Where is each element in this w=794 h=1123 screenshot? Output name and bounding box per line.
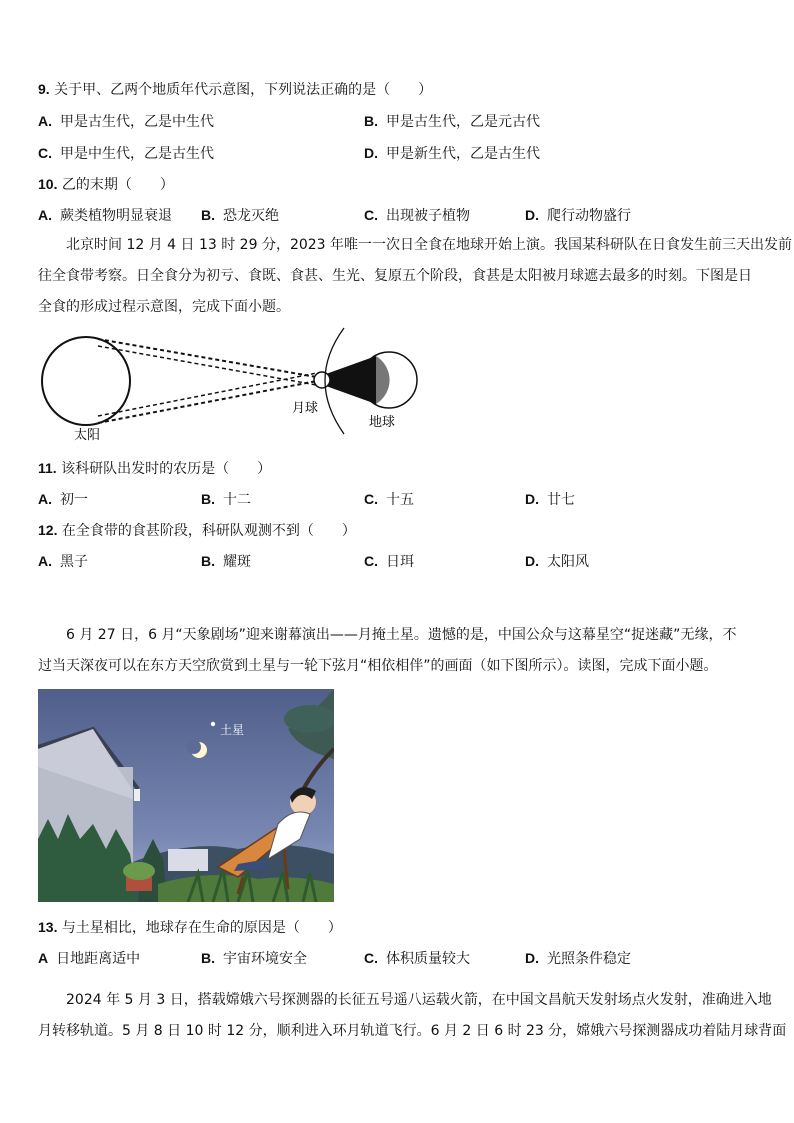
option-letter: D. [525, 553, 539, 569]
option-text: 甲是中生代，乙是古生代 [60, 146, 214, 162]
option-letter: B. [201, 207, 215, 223]
q9-option-c [38, 144, 214, 163]
option-text: 初一 [60, 492, 88, 508]
question-text: 在全食带的食甚阶段，科研队观测不到（ ） [61, 523, 356, 539]
q11-option-b [201, 490, 251, 509]
q9-option-a [38, 112, 214, 131]
question-13-stem [38, 918, 342, 937]
option-text: 日珥 [386, 554, 414, 570]
potted-plant [123, 862, 155, 880]
option-text: 日地距离适中 [56, 951, 141, 967]
saturn-dot-icon [211, 722, 215, 726]
question-text: 与土星相比，地球存在生命的原因是（ ） [61, 920, 342, 936]
option-text: 甲是古生代，乙是元古代 [386, 114, 540, 130]
q10-option-b [201, 206, 279, 225]
q13-option-c [364, 949, 470, 968]
question-number: 9. [38, 81, 50, 97]
option-text: 体积质量较大 [386, 951, 470, 967]
question-text: 该科研队出发时的农历是（ ） [61, 461, 272, 477]
eclipse-diagram [36, 326, 426, 446]
option-letter: A. [38, 113, 52, 129]
option-letter: B. [201, 491, 215, 507]
ray-line [98, 372, 322, 416]
option-text: 太阳风 [547, 554, 589, 570]
umbra-shadow [326, 356, 376, 404]
ray-line [98, 380, 322, 423]
option-letter: C. [364, 491, 378, 507]
option-letter: A. [38, 491, 52, 507]
question-number: 10. [38, 176, 58, 192]
q12-option-c [364, 552, 414, 571]
moon-label: 月球 [292, 401, 319, 416]
question-number: 13. [38, 919, 58, 935]
passage-line: 月转移轨道。5 月 8 日 10 时 12 分，顺利进入环月轨道飞行。6 月 2 日 6 时 23 分，嫦娥六号探测器成功着陆月球背面 [38, 1023, 787, 1039]
option-text: 黑子 [60, 554, 88, 570]
option-letter: C. [364, 207, 378, 223]
q11-option-c [364, 490, 414, 509]
passage-line: 2024 年 5 月 3 日，搭载嫦娥六号探测器的长征五号遥八运载火箭，在中国文昌航天发射场点火发射，准确进入地 [66, 992, 772, 1008]
q13-option-b [201, 949, 307, 968]
option-letter: B. [364, 113, 378, 129]
question-text: 关于甲、乙两个地质年代示意图，下列说法正确的是（ ） [54, 82, 433, 98]
passage-eclipse [38, 230, 793, 323]
small-building [168, 849, 208, 871]
option-text: 蕨类植物明显衰退 [60, 208, 172, 224]
passage-line: 6 月 27 日，6 月“天象剧场”迎来谢幕演出——月掩土星。遗憾的是，中国公众与这幕星空“捉迷藏”无缘，不 [66, 627, 737, 643]
passage-line: 往全食带考察。日全食分为初亏、食既、食甚、生光、复原五个阶段，食甚是太阳被月球遮去最多的时刻。下图是日 [38, 268, 752, 284]
moon-circle [314, 372, 330, 388]
night-sky-illustration [38, 689, 334, 902]
q12-option-b [201, 552, 251, 571]
q10-option-c [364, 206, 470, 225]
ray-line [98, 339, 322, 378]
question-12-stem [38, 521, 356, 540]
question-10-stem [38, 175, 174, 194]
option-text: 爬行动物盛行 [547, 208, 631, 224]
q11-option-d [525, 490, 575, 509]
option-letter: D. [525, 491, 539, 507]
option-text: 耀斑 [223, 554, 251, 570]
option-letter: C. [364, 553, 378, 569]
option-letter: B. [201, 553, 215, 569]
saturn-label: 土星 [220, 723, 245, 737]
question-number: 12. [38, 522, 58, 538]
option-letter: D. [525, 950, 539, 966]
passage-line: 全食的形成过程示意图，完成下面小题。 [38, 299, 290, 315]
earth-label: 地球 [369, 415, 396, 430]
q13-option-d [525, 949, 631, 968]
option-letter: C. [38, 145, 52, 161]
option-letter: B. [201, 950, 215, 966]
q12-option-d [525, 552, 589, 571]
option-letter: A. [38, 553, 52, 569]
option-text: 出现被子植物 [386, 208, 470, 224]
option-text: 十二 [223, 492, 251, 508]
option-text: 甲是古生代，乙是中生代 [60, 114, 214, 130]
q9-option-d [364, 144, 540, 163]
q12-option-a [38, 552, 88, 571]
option-letter: C. [364, 950, 378, 966]
question-9-stem [38, 80, 432, 99]
wall-lamp [134, 789, 140, 801]
option-text: 十五 [386, 492, 414, 508]
option-text: 恐龙灭绝 [223, 208, 279, 224]
option-letter: A. [38, 207, 52, 223]
option-letter: A [38, 950, 49, 966]
q9-option-b [364, 112, 540, 131]
option-letter: D. [525, 207, 539, 223]
q10-option-d [525, 206, 631, 225]
question-11-stem [38, 459, 271, 478]
passage-line: 北京时间 12 月 4 日 13 时 29 分，2023 年唯一一次日全食在地球开始上演。我国某科研队在日食发生前三天出发前 [66, 237, 793, 253]
passage-change6 [38, 985, 787, 1047]
option-text: 宇宙环境安全 [223, 951, 307, 967]
q11-option-a [38, 490, 88, 509]
sun-circle [42, 337, 130, 425]
tree-foliage [284, 705, 334, 733]
ray-line [98, 346, 322, 386]
q13-option-a [38, 949, 140, 968]
option-text: 甲是新生代，乙是古生代 [386, 146, 540, 162]
q10-option-a [38, 206, 172, 225]
sun-label: 太阳 [74, 428, 101, 443]
option-text: 光照条件稳定 [547, 951, 631, 967]
question-text: 乙的末期（ ） [61, 177, 174, 193]
option-letter: D. [364, 145, 378, 161]
passage-line: 过当天深夜可以在东方天空欣赏到土星与一轮下弦月“相依相伴”的画面（如下图所示）。读图，完成下面小题。 [38, 658, 718, 674]
option-text: 廿七 [547, 492, 575, 508]
passage-saturn [38, 620, 758, 682]
moon-shadow [187, 740, 201, 754]
question-number: 11. [38, 460, 57, 476]
